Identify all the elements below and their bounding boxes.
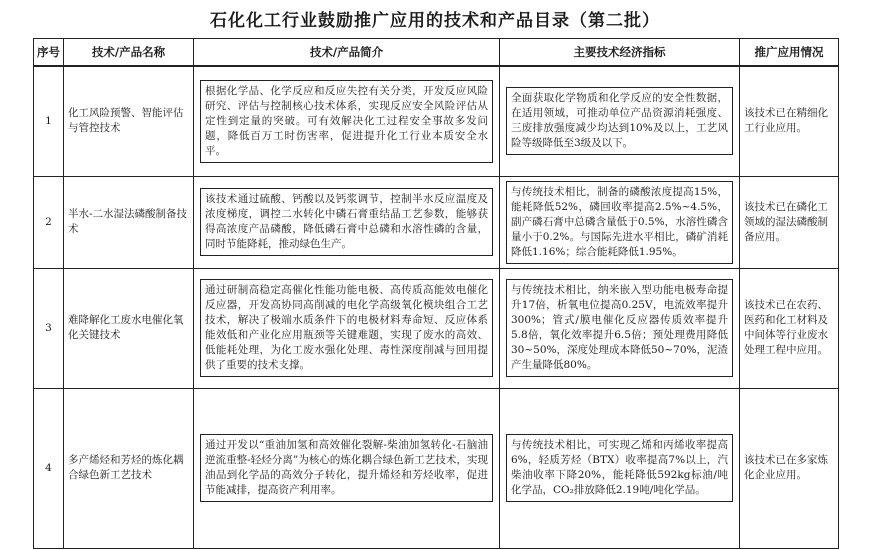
header-application: 推广应用情况	[740, 39, 839, 67]
tech-application: 该技术已在农药、医药和化工材料及中间体等行业废水处理工程中应用。	[740, 268, 839, 388]
header-indicators: 主要技术经济指标	[500, 39, 740, 67]
row-number: 4	[34, 388, 64, 548]
header-name: 技术/产品名称	[64, 39, 194, 67]
table-row	[34, 388, 839, 548]
table-header-row	[34, 39, 839, 67]
tech-indicators: 与传统技术相比，纳米嵌入型功能电极寿命提升17倍，析氧电位提高0.25V，电流效率提升300%；管式/膜电催化反应器传质效率提升5.8倍，氧化效率提升6.5倍；预处理费用降低30~50%，深度处理成本降低50~70%，泥渣产生量降低80%。	[506, 279, 733, 377]
tech-indicators: 与传统技术相比，制备的磷酸浓度提高15%，能耗降低52%，磷回收率提高2.5%~4.5%，副产磷石膏中总磷含量低于0.5%，水溶性磷含量小于0.2%。与国际先进水平相比，磷矿消耗降低1.16%；综合能耗降低1.95%。	[506, 181, 733, 264]
row-number: 2	[34, 176, 64, 268]
table-row	[34, 176, 839, 268]
tech-intro: 通过开发以“重油加氢和高效催化裂解-柴油加氢转化-石脑油逆流重整-轻烃分离”为核心的炼化耦合绿色新工艺技术，实现油品到化学品的高效分子转化，提升烯烃和芳烃收率，促进节能减排，提高资产利用率。	[200, 434, 493, 502]
tech-name: 难降解化工废水电催化氧化关键技术	[64, 268, 194, 388]
tech-application: 该技术已在多家炼化企业应用。	[740, 388, 839, 548]
tech-indicators: 全面获取化学物质和化学反应的安全性数据，在适用领域，可推动单位产品资源消耗强度、三废排放强度减少均达到10%及以上，工艺风险等级降低至3级及以下。	[506, 87, 733, 155]
row-number: 1	[34, 66, 64, 176]
tech-name: 多产烯烃和芳烃的炼化耦合绿色新工艺技术	[64, 388, 194, 548]
header-intro: 技术/产品简介	[194, 39, 500, 67]
tech-intro: 通过研制高稳定高催化性能功能电极、高传质高能效电催化反应器，开发高协同高削减的电化学高级氧化模块组合工艺技术，解决了极端水质条件下的电极材料寿命短、反应体系能效低和产业化应用瓶颈等关键难题，实现了废水的高效、低能耗处理，为化工废水强化处理、毒性深度削减与回用提供了重要的技术支撑。	[200, 279, 493, 377]
catalog-table	[33, 38, 839, 549]
document-title: 石化化工行业鼓励推广应用的技术和产品目录（第二批）	[210, 11, 660, 31]
tech-name: 半水-二水湿法磷酸制备技术	[64, 176, 194, 268]
table-row	[34, 268, 839, 388]
tech-application: 该技术已在磷化工领域的湿法磷酸制备应用。	[740, 176, 839, 268]
row-number: 3	[34, 268, 64, 388]
tech-name: 化工风险预警、智能评估与管控技术	[64, 66, 194, 176]
tech-intro: 根据化学品、化学反应和反应失控有关分类，开发反应风险研究、评估与控制核心技术体系，实现反应安全风险评估从定性到定量的突破。可有效解决化工过程安全事故多发问题，降低百万工时伤害率，促进提升化工行业本质安全水平。	[200, 80, 493, 163]
header-no: 序号	[34, 39, 64, 67]
table-row	[34, 66, 839, 176]
tech-indicators: 与传统技术相比，可实现乙烯和丙烯收率提高6%，轻质芳烃（BTX）收率提高7%以上，汽柴油收率下降20%，能耗降低592kg标油/吨化学品，CO₂排放降低2.19吨/吨化学品。	[506, 434, 733, 502]
tech-intro: 该技术通过硫酸、钙酸以及钙浆调节，控制半水反应温度及浓度梯度，调控二水转化中磷石膏重结晶工艺参数，能够获得高浓度产品磷酸，降低磷石膏中总磷和水溶性磷的含量，同时节能降耗，推动绿色生产。	[200, 188, 493, 256]
tech-application: 该技术已在精细化工行业应用。	[740, 66, 839, 176]
